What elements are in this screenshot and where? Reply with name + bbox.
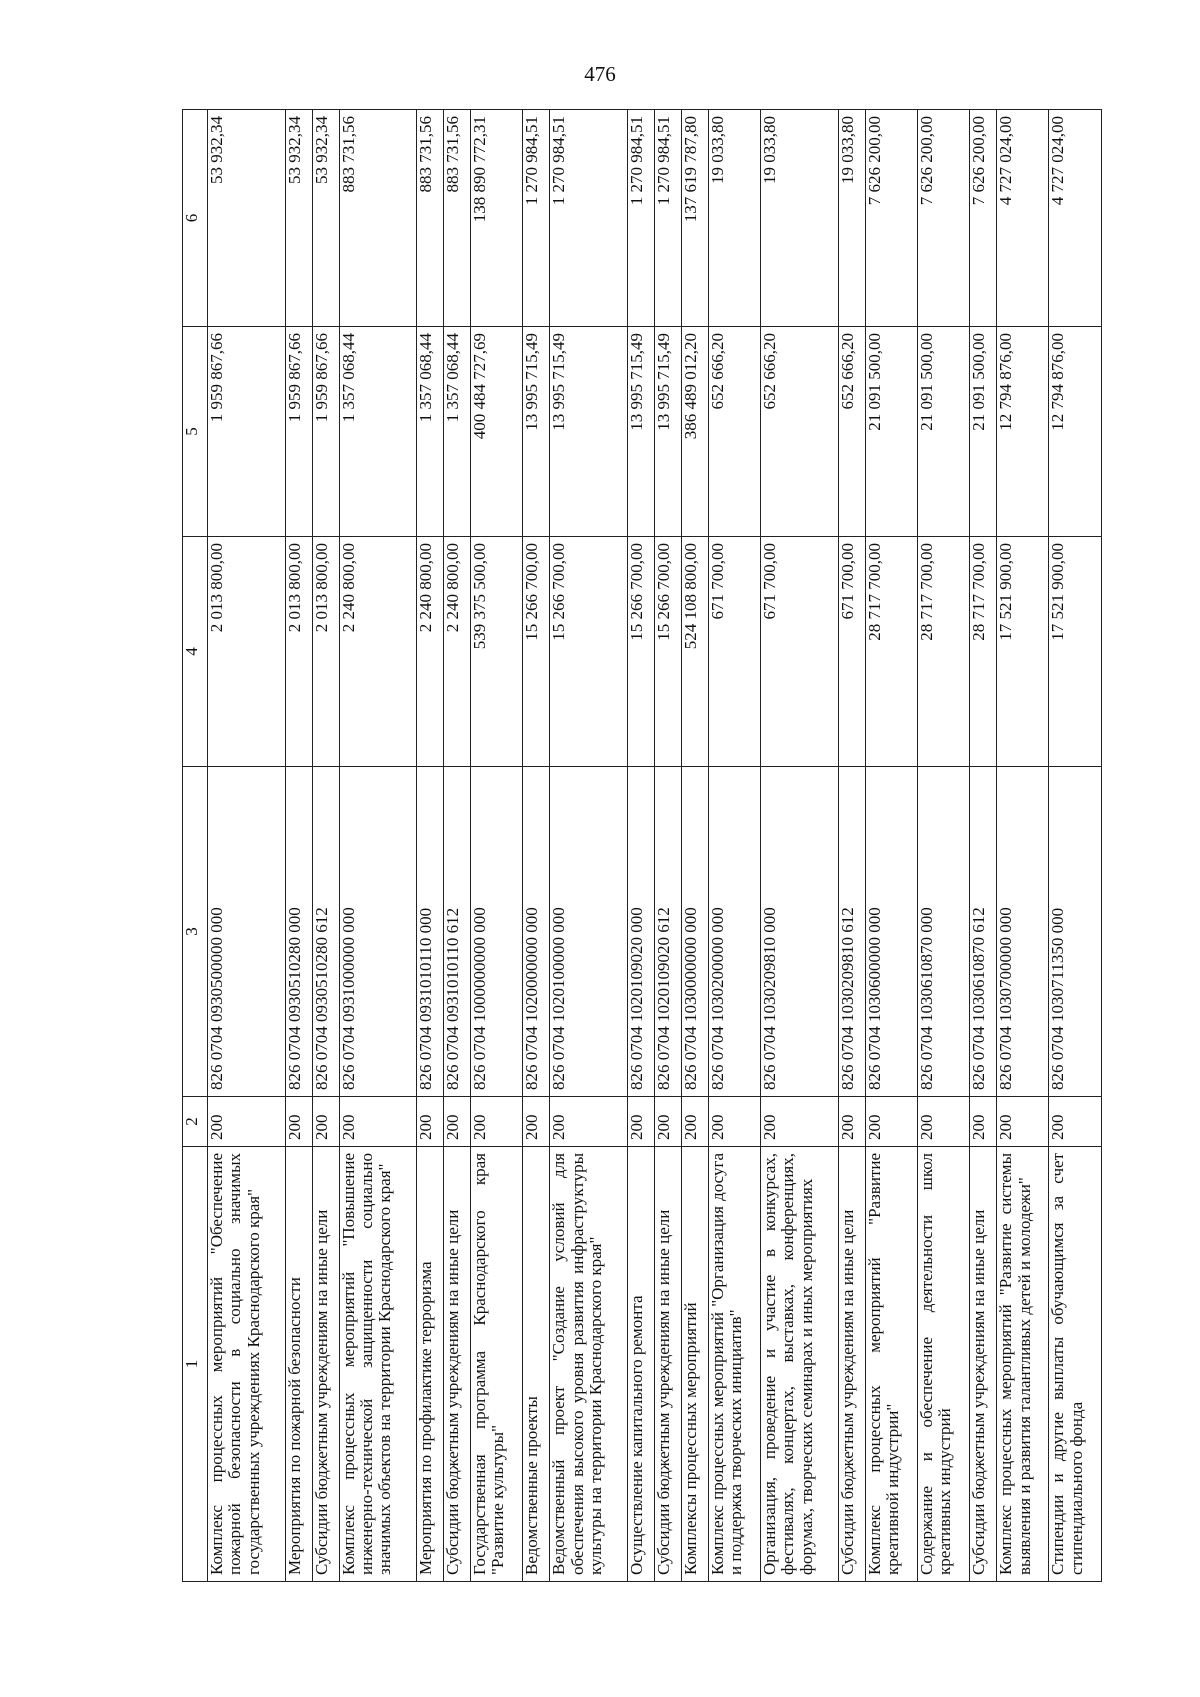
table-row bbox=[654, 110, 681, 1582]
row-col6-value: 7 626 200,00 bbox=[917, 110, 969, 327]
table-row bbox=[208, 110, 286, 1582]
row-col5-value: 652 666,20 bbox=[760, 327, 838, 537]
row-code-cell: 826 0704 1020109020 612 bbox=[654, 767, 681, 1097]
row-section-cell: 200 bbox=[550, 1097, 628, 1147]
table-row bbox=[708, 110, 760, 1582]
row-code-cell: 826 0704 1030200000 000 bbox=[708, 767, 760, 1097]
row-col6-value: 19 033,80 bbox=[760, 110, 838, 327]
row-section-cell: 200 bbox=[285, 1097, 312, 1147]
row-code-cell: 826 0704 0931010110 612 bbox=[444, 767, 471, 1097]
row-name-cell: Стипендии и другие выплаты обучающимся за счет стипендиального фонда bbox=[1049, 1147, 1102, 1582]
row-name-cell: Ведомственные проекты bbox=[523, 1147, 550, 1582]
row-col5-value: 21 091 500,00 bbox=[917, 327, 969, 537]
budget-table bbox=[182, 109, 1102, 1582]
row-col5-value: 21 091 500,00 bbox=[970, 327, 997, 537]
row-section-cell: 200 bbox=[760, 1097, 838, 1147]
row-col4-value: 15 266 700,00 bbox=[550, 537, 628, 767]
header-col-1: 1 bbox=[183, 1147, 208, 1582]
row-col6-value: 53 932,34 bbox=[312, 110, 339, 327]
row-code-cell: 826 0704 1020000000 000 bbox=[523, 767, 550, 1097]
row-col4-value: 539 375 500,00 bbox=[471, 537, 523, 767]
row-col4-value: 671 700,00 bbox=[760, 537, 838, 767]
row-col5-value: 1 357 068,44 bbox=[444, 327, 471, 537]
row-code-cell: 826 0704 0930510280 000 bbox=[285, 767, 312, 1097]
row-name-cell: Комплексы процессных мероприятий bbox=[681, 1147, 708, 1582]
header-col-3: 3 bbox=[183, 767, 208, 1097]
row-col5-value: 13 995 715,49 bbox=[628, 327, 655, 537]
table-row bbox=[312, 110, 339, 1582]
row-name-cell: Комплекс процессных мероприятий "Организация досуга и поддержка творческих инициатив" bbox=[708, 1147, 760, 1582]
row-name-cell: Субсидии бюджетным учреждениям на иные цели bbox=[970, 1147, 997, 1582]
row-name-cell: Субсидии бюджетным учреждениям на иные цели bbox=[444, 1147, 471, 1582]
table-row bbox=[997, 110, 1049, 1582]
row-col4-value: 15 266 700,00 bbox=[523, 537, 550, 767]
row-col5-value: 652 666,20 bbox=[838, 327, 865, 537]
row-col4-value: 15 266 700,00 bbox=[628, 537, 655, 767]
row-col4-value: 28 717 700,00 bbox=[865, 537, 917, 767]
row-col4-value: 2 013 800,00 bbox=[208, 537, 286, 767]
row-section-cell: 200 bbox=[1049, 1097, 1102, 1147]
row-col5-value: 1 357 068,44 bbox=[417, 327, 444, 537]
row-section-cell: 200 bbox=[312, 1097, 339, 1147]
row-col4-value: 17 521 900,00 bbox=[997, 537, 1049, 767]
page-number: 476 bbox=[584, 62, 616, 86]
row-code-cell: 826 0704 1030610870 612 bbox=[970, 767, 997, 1097]
row-name-cell: Мероприятия по пожарной безопасности bbox=[285, 1147, 312, 1582]
row-col5-value: 12 794 876,00 bbox=[1049, 327, 1102, 537]
header-col-2: 2 bbox=[183, 1097, 208, 1147]
header-row bbox=[183, 110, 208, 1582]
table-row bbox=[970, 110, 997, 1582]
row-name-cell: Ведомственный проект "Создание условий для обеспечения высокого уровня развития инфраструктуры культуры на территории Краснодарского края" bbox=[550, 1147, 628, 1582]
row-section-cell: 200 bbox=[417, 1097, 444, 1147]
row-col5-value: 1 959 867,66 bbox=[312, 327, 339, 537]
row-code-cell: 826 0704 0930510280 612 bbox=[312, 767, 339, 1097]
row-col5-value: 13 995 715,49 bbox=[550, 327, 628, 537]
table-row bbox=[285, 110, 312, 1582]
row-name-cell: Организация, проведение и участие в конкурсах, фестивалях, концертах, выставках, конференциях, форумах, творческих семинарах и иных мероприятиях bbox=[760, 1147, 838, 1582]
table-row bbox=[471, 110, 523, 1582]
row-col6-value: 883 731,56 bbox=[339, 110, 417, 327]
row-section-cell: 200 bbox=[681, 1097, 708, 1147]
row-name-cell: Комплекс процессных мероприятий "Повышение инженерно-технической защищенности социально значимых объектов на территории Краснодарского края" bbox=[339, 1147, 417, 1582]
row-col6-value: 1 270 984,51 bbox=[523, 110, 550, 327]
row-section-cell: 200 bbox=[838, 1097, 865, 1147]
row-code-cell: 826 0704 0931010110 000 bbox=[417, 767, 444, 1097]
row-code-cell: 826 0704 1030610870 000 bbox=[917, 767, 969, 1097]
row-code-cell: 826 0704 1030700000 000 bbox=[997, 767, 1049, 1097]
row-section-cell: 200 bbox=[471, 1097, 523, 1147]
header-col-5: 5 bbox=[183, 327, 208, 537]
row-section-cell: 200 bbox=[708, 1097, 760, 1147]
row-col6-value: 19 033,80 bbox=[708, 110, 760, 327]
row-col6-value: 7 626 200,00 bbox=[865, 110, 917, 327]
row-col6-value: 53 932,34 bbox=[285, 110, 312, 327]
table-row bbox=[838, 110, 865, 1582]
row-col6-value: 138 890 772,31 bbox=[471, 110, 523, 327]
row-col6-value: 883 731,56 bbox=[444, 110, 471, 327]
row-code-cell: 826 0704 1030209810 000 bbox=[760, 767, 838, 1097]
row-col6-value: 1 270 984,51 bbox=[654, 110, 681, 327]
row-col6-value: 1 270 984,51 bbox=[550, 110, 628, 327]
row-col6-value: 883 731,56 bbox=[417, 110, 444, 327]
row-code-cell: 826 0704 0930500000 000 bbox=[208, 767, 286, 1097]
row-col4-value: 2 013 800,00 bbox=[312, 537, 339, 767]
row-code-cell: 826 0704 1020109020 000 bbox=[628, 767, 655, 1097]
row-col5-value: 1 357 068,44 bbox=[339, 327, 417, 537]
row-col4-value: 2 013 800,00 bbox=[285, 537, 312, 767]
table-row bbox=[760, 110, 838, 1582]
row-name-cell: Содержание и обеспечение деятельности школ креативных индустрий bbox=[917, 1147, 969, 1582]
row-col6-value: 53 932,34 bbox=[208, 110, 286, 327]
row-col4-value: 28 717 700,00 bbox=[970, 537, 997, 767]
table-row bbox=[917, 110, 969, 1582]
table-row bbox=[1049, 110, 1102, 1582]
row-col5-value: 652 666,20 bbox=[708, 327, 760, 537]
row-code-cell: 826 0704 1030711350 000 bbox=[1049, 767, 1102, 1097]
row-col4-value: 28 717 700,00 bbox=[917, 537, 969, 767]
row-col4-value: 2 240 800,00 bbox=[417, 537, 444, 767]
row-section-cell: 200 bbox=[208, 1097, 286, 1147]
row-col4-value: 524 108 800,00 bbox=[681, 537, 708, 767]
row-code-cell: 826 0704 1020100000 000 bbox=[550, 767, 628, 1097]
row-col6-value: 1 270 984,51 bbox=[628, 110, 655, 327]
row-col5-value: 386 489 012,20 bbox=[681, 327, 708, 537]
table-row bbox=[339, 110, 417, 1582]
row-col6-value: 7 626 200,00 bbox=[970, 110, 997, 327]
header-col-4: 4 bbox=[183, 537, 208, 767]
row-col4-value: 671 700,00 bbox=[708, 537, 760, 767]
budget-table-rotated bbox=[182, 110, 1102, 1582]
row-col4-value: 671 700,00 bbox=[838, 537, 865, 767]
table-row bbox=[523, 110, 550, 1582]
row-col5-value: 12 794 876,00 bbox=[997, 327, 1049, 537]
table-row bbox=[628, 110, 655, 1582]
row-section-cell: 200 bbox=[628, 1097, 655, 1147]
row-name-cell: Государственная программа Краснодарского края "Развитие культуры" bbox=[471, 1147, 523, 1582]
row-col5-value: 1 959 867,66 bbox=[208, 327, 286, 537]
row-col5-value: 13 995 715,49 bbox=[523, 327, 550, 537]
row-code-cell: 826 0704 1030000000 000 bbox=[681, 767, 708, 1097]
row-name-cell: Субсидии бюджетным учреждениям на иные цели bbox=[838, 1147, 865, 1582]
table-row bbox=[417, 110, 444, 1582]
row-section-cell: 200 bbox=[339, 1097, 417, 1147]
row-code-cell: 826 0704 0931000000 000 bbox=[339, 767, 417, 1097]
row-name-cell: Мероприятия по профилактике терроризма bbox=[417, 1147, 444, 1582]
table-body bbox=[208, 110, 1102, 1582]
row-col5-value: 1 959 867,66 bbox=[285, 327, 312, 537]
table-row bbox=[681, 110, 708, 1582]
row-name-cell: Субсидии бюджетным учреждениям на иные цели bbox=[312, 1147, 339, 1582]
table-row bbox=[444, 110, 471, 1582]
row-section-cell: 200 bbox=[523, 1097, 550, 1147]
row-name-cell: Осуществление капитального ремонта bbox=[628, 1147, 655, 1582]
row-code-cell: 826 0704 1030209810 612 bbox=[838, 767, 865, 1097]
header-col-6: 6 bbox=[183, 110, 208, 327]
table-row bbox=[865, 110, 917, 1582]
row-section-cell: 200 bbox=[654, 1097, 681, 1147]
row-col5-value: 13 995 715,49 bbox=[654, 327, 681, 537]
row-col4-value: 2 240 800,00 bbox=[444, 537, 471, 767]
row-col4-value: 15 266 700,00 bbox=[654, 537, 681, 767]
row-name-cell: Комплекс процессных мероприятий "Обеспечение пожарной безопасности в социально значимых государственных учреждениях Краснодарского края" bbox=[208, 1147, 286, 1582]
row-col6-value: 4 727 024,00 bbox=[997, 110, 1049, 327]
row-section-cell: 200 bbox=[865, 1097, 917, 1147]
row-name-cell: Комплекс процессных мероприятий "Развитие креативной индустрии" bbox=[865, 1147, 917, 1582]
row-col6-value: 19 033,80 bbox=[838, 110, 865, 327]
row-section-cell: 200 bbox=[997, 1097, 1049, 1147]
row-col5-value: 21 091 500,00 bbox=[865, 327, 917, 537]
row-section-cell: 200 bbox=[444, 1097, 471, 1147]
row-col5-value: 400 484 727,69 bbox=[471, 327, 523, 537]
row-code-cell: 826 0704 1000000000 000 bbox=[471, 767, 523, 1097]
row-col4-value: 17 521 900,00 bbox=[1049, 537, 1102, 767]
table-row bbox=[550, 110, 628, 1582]
row-col4-value: 2 240 800,00 bbox=[339, 537, 417, 767]
row-code-cell: 826 0704 1030600000 000 bbox=[865, 767, 917, 1097]
row-col6-value: 4 727 024,00 bbox=[1049, 110, 1102, 327]
row-name-cell: Субсидии бюджетным учреждениям на иные цели bbox=[654, 1147, 681, 1582]
row-section-cell: 200 bbox=[970, 1097, 997, 1147]
row-col6-value: 137 619 787,80 bbox=[681, 110, 708, 327]
row-name-cell: Комплекс процессных мероприятий "Развитие системы выявления и развития талантливых детей и молодежи" bbox=[997, 1147, 1049, 1582]
row-section-cell: 200 bbox=[917, 1097, 969, 1147]
